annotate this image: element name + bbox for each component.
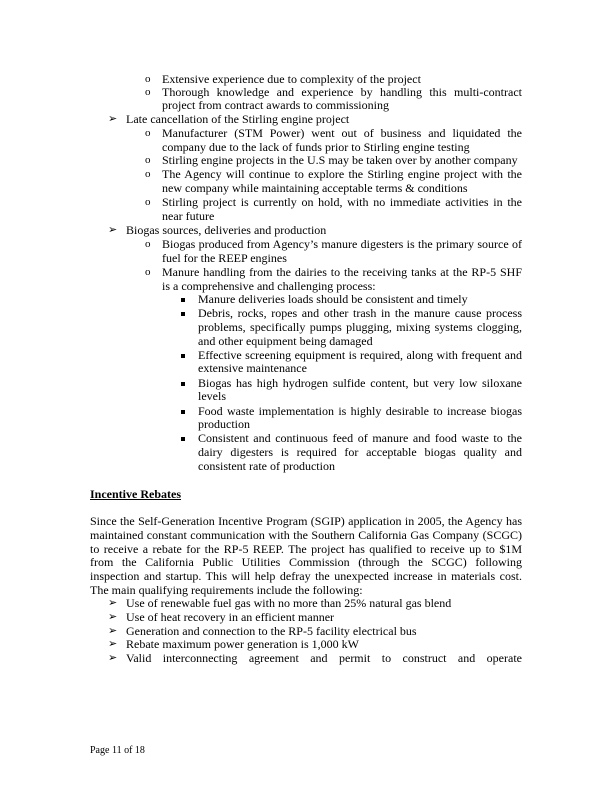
paragraph-line: from the California Public Utilities Commission (through the SCGC) following bbox=[90, 555, 522, 569]
paragraph-line: inspection and startup. This will help defray the unexpected increase in materials cost. bbox=[90, 569, 522, 583]
square-bullet-icon bbox=[181, 312, 185, 316]
circle-bullet-icon: o bbox=[145, 86, 151, 98]
list-item: Generation and connection to the RP-5 facility electrical bus bbox=[126, 624, 417, 638]
section-heading: Incentive Rebates bbox=[90, 487, 181, 501]
list-item: Manure handling from the dairies to the receiving tanks at the RP-5 SHF bbox=[162, 265, 522, 279]
circle-bullet-icon: o bbox=[145, 196, 151, 208]
paragraph-line: maintained constant communication with the Southern California Gas Company (SCGC) bbox=[90, 528, 522, 542]
list-item: The Agency will continue to explore the Stirling engine project with the bbox=[162, 167, 522, 181]
circle-bullet-icon: o bbox=[145, 127, 151, 139]
list-item: Stirling project is currently on hold, with no immediate activities in the bbox=[162, 195, 522, 209]
list-item-cont: and other equipment being damaged bbox=[198, 334, 373, 348]
arrow-bullet-icon: ➢ bbox=[108, 625, 118, 637]
list-item-cont: production bbox=[198, 417, 250, 431]
arrow-bullet-icon: ➢ bbox=[108, 597, 118, 609]
list-item: Debris, rocks, ropes and other trash in the manure cause process bbox=[198, 306, 522, 320]
list-item-cont: company due to the lack of funds prior to Stirling engine testing bbox=[162, 140, 470, 154]
list-item-cont: project from contract awards to commissioning bbox=[162, 98, 389, 112]
arrow-bullet-icon: ➢ bbox=[108, 652, 118, 664]
list-item: Effective screening equipment is required, along with frequent and bbox=[198, 348, 522, 362]
list-item: Biogas has high hydrogen sulfide content, but very low siloxane bbox=[198, 376, 522, 390]
list-item: Use of renewable fuel gas with no more than 25% natural gas blend bbox=[126, 596, 452, 610]
list-item: Late cancellation of the Stirling engine project bbox=[126, 112, 350, 126]
list-item: Biogas sources, deliveries and production bbox=[126, 223, 327, 237]
square-bullet-icon bbox=[181, 298, 185, 302]
list-item-cont: problems, specifically pumps plugging, mixing systems clogging, bbox=[198, 320, 522, 334]
circle-bullet-icon: o bbox=[145, 73, 151, 85]
arrow-bullet-icon: ➢ bbox=[108, 638, 118, 650]
list-item: Stirling engine projects in the U.S may be taken over by another company bbox=[162, 153, 518, 167]
list-item: Biogas produced from Agency’s manure digesters is the primary source of bbox=[162, 237, 522, 251]
list-item: Rebate maximum power generation is 1,000 kW bbox=[126, 637, 359, 651]
square-bullet-icon bbox=[181, 437, 185, 441]
circle-bullet-icon: o bbox=[145, 266, 151, 278]
page-number: Page 11 of 18 bbox=[90, 745, 145, 756]
list-item-cont: consistent rate of production bbox=[198, 459, 335, 473]
arrow-bullet-icon: ➢ bbox=[108, 113, 118, 125]
list-item: Use of heat recovery in an efficient manner bbox=[126, 610, 335, 624]
list-item-cont: is a comprehensive and challenging process: bbox=[162, 279, 376, 293]
list-item-cont: levels bbox=[198, 389, 226, 403]
square-bullet-icon bbox=[181, 382, 185, 386]
circle-bullet-icon: o bbox=[145, 238, 151, 250]
square-bullet-icon bbox=[181, 354, 185, 358]
paragraph-line: The main qualifying requirements include the following: bbox=[90, 583, 363, 597]
list-item: Consistent and continuous feed of manure and food waste to the bbox=[198, 431, 522, 445]
list-item: Extensive experience due to complexity of the project bbox=[162, 72, 421, 86]
list-item-cont: extensive maintenance bbox=[198, 361, 307, 375]
circle-bullet-icon: o bbox=[145, 168, 151, 180]
list-item-cont: fuel for the REEP engines bbox=[162, 251, 287, 265]
list-item: Food waste implementation is highly desirable to increase biogas bbox=[198, 404, 522, 418]
list-item-cont: new company while maintaining acceptable terms & conditions bbox=[162, 181, 468, 195]
paragraph-line: Since the Self-Generation Incentive Program (SGIP) application in 2005, the Agency has bbox=[90, 514, 522, 528]
list-item: Thorough knowledge and experience by handling this multi-contract bbox=[162, 85, 522, 99]
square-bullet-icon bbox=[181, 410, 185, 414]
list-item-cont: dairy digesters is required for acceptable biogas quality and bbox=[198, 445, 522, 459]
list-item: Manure deliveries loads should be consistent and timely bbox=[198, 292, 468, 306]
circle-bullet-icon: o bbox=[145, 154, 151, 166]
list-item: Valid interconnecting agreement and permit to construct and operate bbox=[126, 651, 522, 665]
paragraph-line: to receive a rebate for the RP-5 REEP. The project has qualified to receive up to $1M bbox=[90, 542, 522, 556]
arrow-bullet-icon: ➢ bbox=[108, 224, 118, 236]
arrow-bullet-icon: ➢ bbox=[108, 611, 118, 623]
list-item-cont: near future bbox=[162, 209, 215, 223]
list-item: Manufacturer (STM Power) went out of business and liquidated the bbox=[162, 126, 522, 140]
